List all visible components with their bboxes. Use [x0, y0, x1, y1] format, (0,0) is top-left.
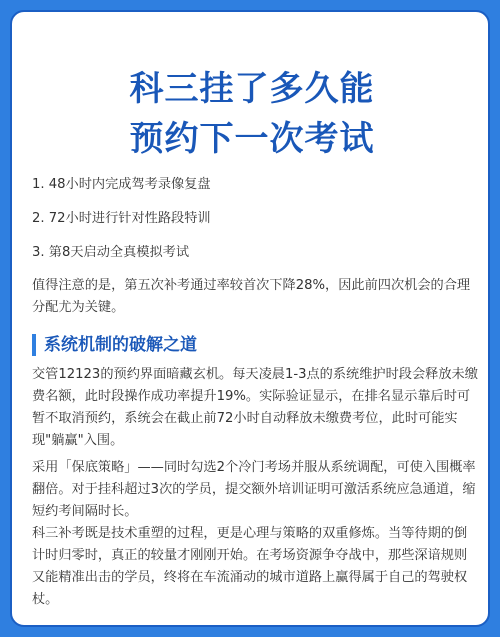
list-item: 2. 72小时进行针对性路段特训 [32, 211, 211, 226]
article-card [10, 10, 490, 627]
list-item: 3. 第8天启动全真模拟考试 [32, 245, 190, 260]
list-item: 1. 48小时内完成驾考录像复盘 [32, 177, 211, 192]
title-line-1: 科三挂了多久能 [129, 69, 375, 109]
section-accent-bar [32, 334, 36, 356]
note-paragraph: 值得注意的是，第五次补考通过率较首次下降28%，因此前四次机会的合理分配尤为关键。 [32, 278, 471, 315]
paragraph: 科三补考既是技术重塑的过程，更是心理与策略的双重修炼。当等待期的倒计时归零时，真正的较量才刚刚开始。在考场资源争夺战中，那些深谙规则又能精准出击的学员，终将在车流涌动的城市道路上赢得属于自己的驾驶权杖。 [32, 526, 468, 607]
paragraph: 采用「保底策略」——同时勾选2个冷门考场并服从系统调配，可使入围概率翻倍。对于挂科超过3次的学员，提交额外培训证明可激活系统应急通道，缩短约考间隔时长。 [32, 460, 476, 519]
section-title: 系统机制的破解之道 [44, 335, 197, 355]
title-line-2: 预约下一次考试 [129, 119, 375, 159]
paragraph: 交管12123的预约界面暗藏玄机。每天凌晨1-3点的系统维护时段会释放未缴费名额，此时段操作成功率提升19%。实际验证显示，在排名显示靠后时可暂不取消预约，系统会在截止前72小时自动释放未缴费考位，此时可能实现"躺赢"入围。 [32, 367, 478, 448]
section-heading [32, 332, 197, 358]
article-title [12, 64, 490, 164]
